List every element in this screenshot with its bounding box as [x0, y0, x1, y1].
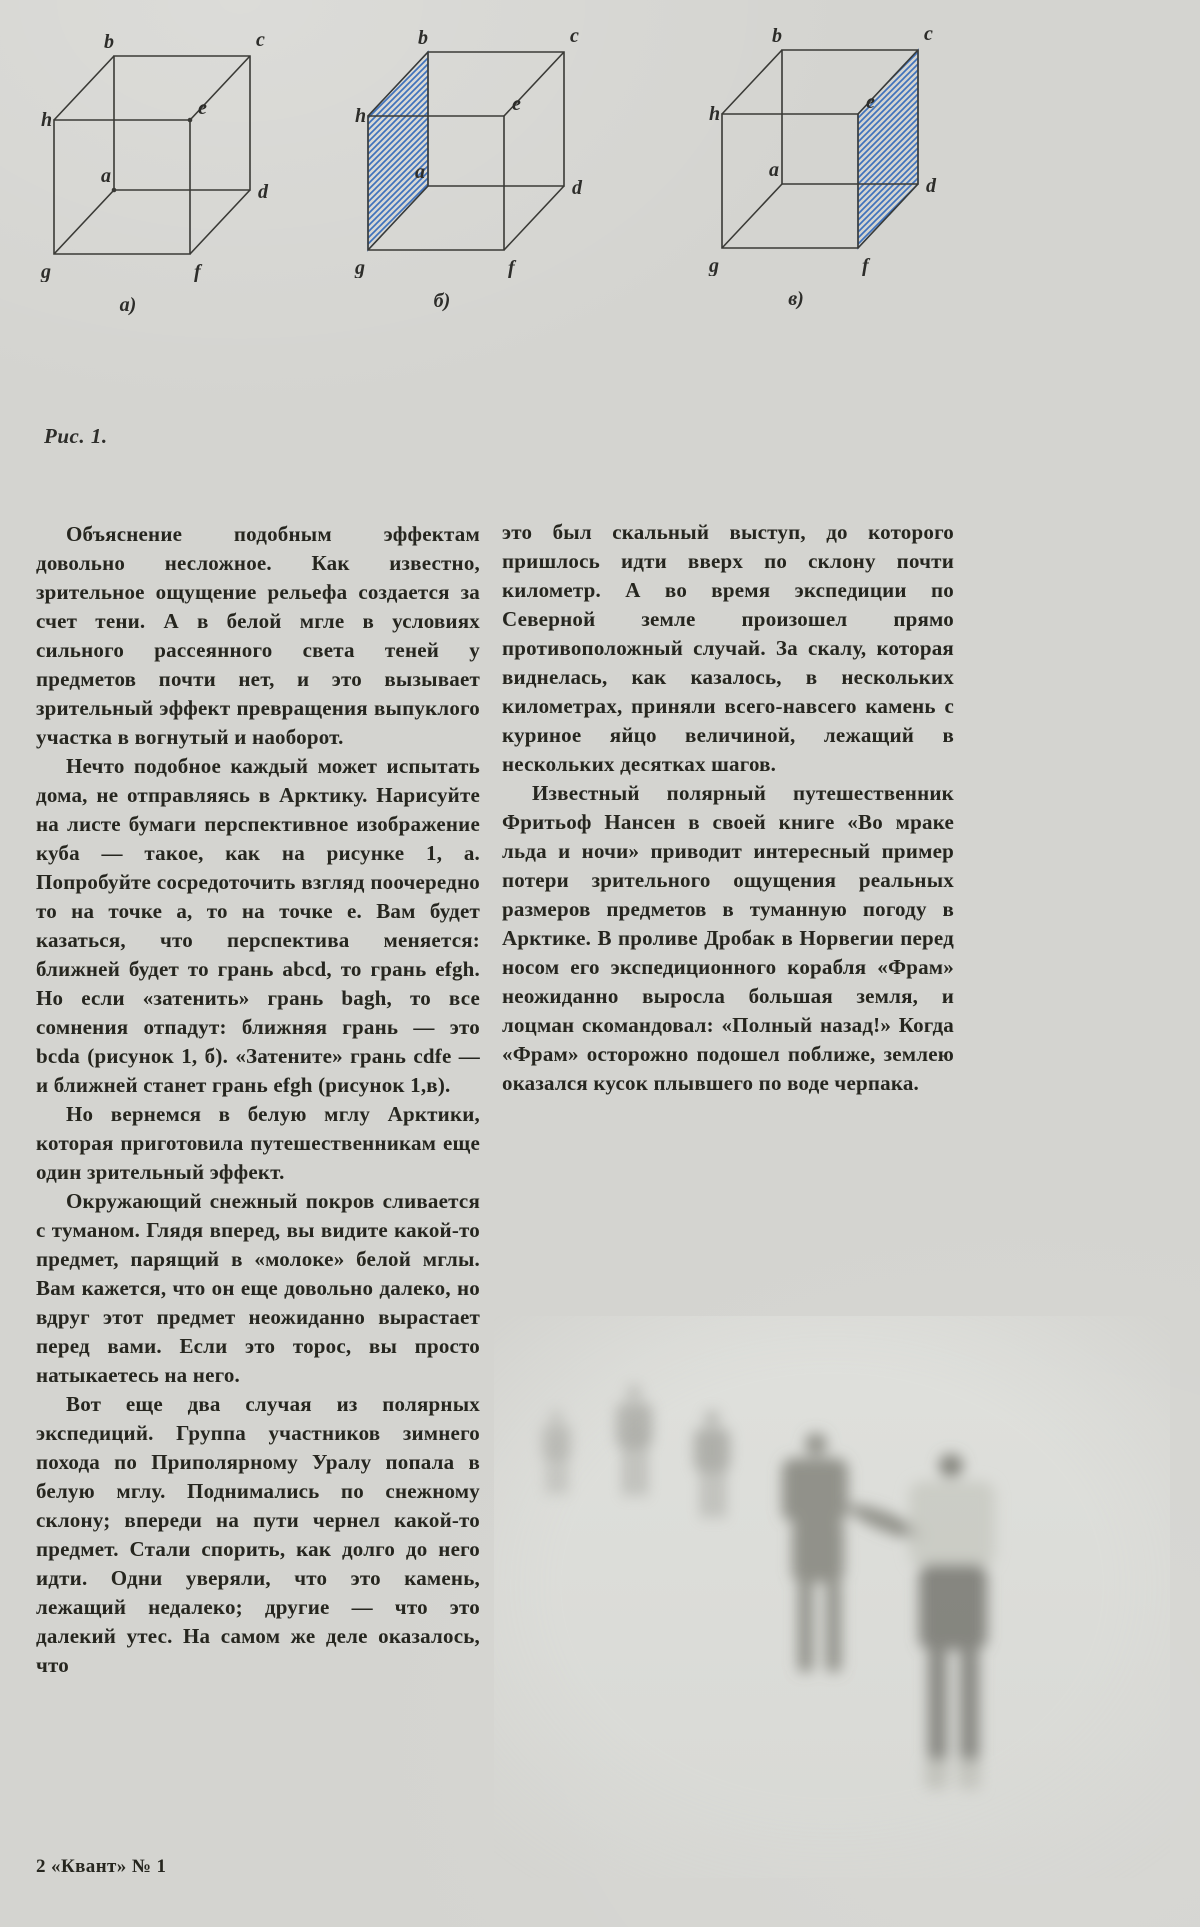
paragraph: Окружающий снежный покров сливается с туманом. Глядя вперед, вы видите какой-то предмет, парящий в «молоке» белой мглы. Вам кажется, что он еще довольно далеко, но вдруг этот предмет неожиданно вырастает перед вами. Если это торос, вы просто натыкаетесь на него. [36, 1189, 480, 1387]
vertex-dot-e [188, 118, 193, 123]
vertex-dot-a [112, 188, 117, 193]
vertex-label-d: d [572, 177, 582, 199]
vertex-label-f: f [862, 255, 869, 276]
vertex-label-a: a [415, 161, 425, 183]
shaded-face-cdfe [858, 50, 918, 248]
vertex-label-b: b [104, 31, 114, 53]
vertex-label-b: b [418, 27, 428, 49]
cube-b-diagram [352, 26, 592, 278]
vertex-label-a: a [101, 165, 111, 187]
shaded-face-bagh [368, 52, 428, 250]
vertex-label-g: g [355, 257, 365, 278]
vertex-label-c: c [924, 24, 933, 45]
vertex-label-e: e [866, 91, 875, 113]
vertex-label-f: f [194, 261, 201, 282]
paragraph: это был скальный выступ, до которого пришлось идти вверх по склону почти километр. А во время экспедиции по Северной земле произошел прямо противоположный случай. За скалу, которая виднелась, как казалось, в нескольких километрах, приняли всего-навсего камень с куриное яйцо величиной, лежащий в нескольких десятках шагов. [502, 520, 954, 776]
figure-cube-v [706, 24, 956, 311]
paragraph: Но вернемся в белую мглу Арктики, которая приготовила путешественникам еще один зрительный эффект. [36, 1102, 480, 1184]
vertex-labels [40, 30, 269, 282]
vertex-label-d: d [258, 181, 268, 203]
vertex-label-a: a [769, 159, 779, 181]
cube-v-label: в) [788, 288, 804, 310]
figure-caption: Рис. 1. [44, 424, 108, 448]
figure-cube-a [38, 30, 288, 317]
paragraph: Объяснение подобным эффектам довольно несложное. Как известно, зрительное ощущение рельефа создается за счет тени. А в белой мгле в условиях сильного рассеянного света теней у предметов почти нет, и это вызывает зрительный эффект превращения выпуклого участка в вогнутый и наоборот. [36, 522, 480, 749]
vertex-label-h: h [41, 109, 53, 131]
vertex-label-d: d [926, 175, 936, 197]
vertex-label-e: e [198, 97, 207, 119]
photo-polar-travelers [494, 1316, 1170, 1878]
paragraph: Известный полярный путешественник Фритьоф Нансен в своей книге «Во мраке льда и ночи» приводит интересный пример потери зрительного ощущения реальных размеров предметов в туманную погоду в Арктике. В проливе Дробак в Норвегии перед носом его экспедиционного корабля «Фрам» неожиданно выросла большая земля, и лоцман скомандовал: «Полный назад!» Когда «Фрам» осторожно подошел поближе, землею оказался кусок плывшего по воде черпака. [502, 781, 954, 1095]
paragraph: Вот еще два случая из полярных экспедиций. Группа участников зимнего похода по Приполярному Уралу попала в белую мглу. Поднимались по снежному склону; впереди на пути чернел какой-то предмет. Стали спорить, как долго до него идти. Одни уверяли, что это камень, лежащий недалеко; другие — что это далекий утес. На самом же деле оказалось, что [36, 1392, 480, 1677]
vertex-label-g: g [709, 255, 719, 276]
cube-a-diagram [38, 30, 278, 282]
vertex-label-h: h [355, 105, 367, 127]
cube-b-label: б) [433, 290, 451, 312]
cube-a-label: а) [119, 294, 137, 316]
cube-edges [54, 56, 250, 254]
vertex-label-f: f [508, 257, 515, 278]
vertex-label-g: g [41, 261, 51, 282]
photo-image [494, 1316, 1170, 1878]
cube-v-diagram [706, 24, 946, 276]
vertex-label-c: c [570, 26, 579, 47]
vertex-label-h: h [709, 103, 721, 125]
figure-cube-b [352, 26, 602, 313]
vertex-label-e: e [512, 93, 521, 115]
footer-page-number: 2 «Квант» № 1 [36, 1856, 167, 1877]
article-column-left [36, 520, 480, 1680]
vertex-label-b: b [772, 25, 782, 47]
paragraph: Нечто подобное каждый может испытать дома, не отправляясь в Арктику. Нарисуйте на листе бумаги перспективное изображение куба — такое, как на рисунке 1, а. Попробуйте сосредоточить взгляд поочередно то на точке а, то на точке е. Вам будет казаться, что перспектива меняется: ближней будет то грань abcd, то грань efgh. Но если «затенить» грань bagh, то все сомнения отпадут: ближняя грань — это bcda (рисунок 1, б). «Затените» грань cdfe — и ближней станет грань efgh (рисунок 1,в). [36, 754, 480, 1097]
vertex-label-c: c [256, 30, 265, 51]
article-column-right [502, 518, 954, 1098]
